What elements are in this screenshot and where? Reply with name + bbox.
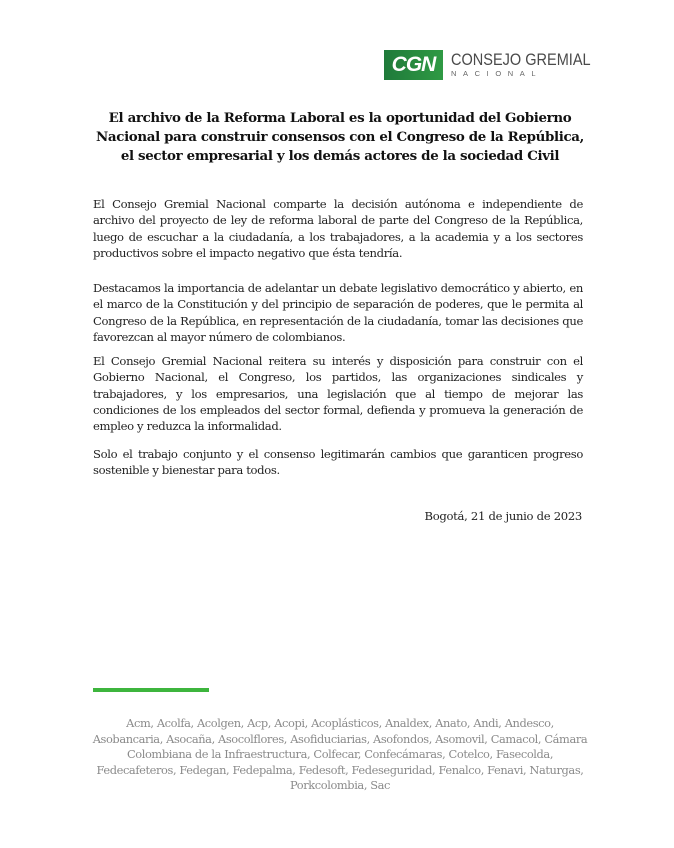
cgn-logo xyxy=(384,50,610,80)
paragraph-4: Solo el trabajo conjunto y el consenso legitimarán cambios que garanticen progreso sostenible y bienestar para todos. xyxy=(93,447,583,478)
paragraph-1: El Consejo Gremial Nacional comparte la decisión autónoma e independiente de archivo del proyecto de ley de reforma laboral de parte del Congreso de la República, luego de escuchar a la ciudadanía, a los trabajadores, a la academia y a los sectores productivos sobre el impacto negativo que ésta tendría. xyxy=(93,197,583,260)
cgn-logo-mark: CGN xyxy=(384,50,443,80)
logo-name: CONSEJO GREMIAL xyxy=(451,50,591,69)
paragraph-2: Destacamos la importancia de adelantar un debate legislativo democrático y abierto, en el marco de la Constitución y del principio de separación de poderes, que le permita al Congreso de la República, en representación de la ciudadanía, tomar las decisiones que favorezcan al mayor número de colombianos. xyxy=(93,281,583,344)
logo-subname: NACIONAL xyxy=(451,68,543,78)
footer-divider xyxy=(93,688,209,692)
logo-wordmark xyxy=(451,52,610,79)
paragraph-3: El Consejo Gremial Nacional reitera su interés y disposición para construir con el Gobierno Nacional, el Congreso, los partidos, las organizaciones sindicales y trabajadores, y los empresarios, una legislación que al tiempo de mejorar las condiciones de los empleados del sector formal, defienda y promueva la generación de empleo y reduzca la informalidad. xyxy=(93,354,583,434)
document-title: El archivo de la Reforma Laboral es la oportunidad del Gobierno Nacional para construir consensos con el Congreso de la República, el sector empresarial y los demás actores de la sociedad Civil xyxy=(96,110,584,164)
date-line: Bogotá, 21 de junio de 2023 xyxy=(424,509,582,523)
member-organizations: Acm, Acolfa, Acolgen, Acp, Acopi, Acoplásticos, Analdex, Anato, Andi, Andesco, Asobancaria, Asocaña, Asocolflores, Asofiduciarias, Asofondos, Asomovil, Camacol, Cámara Colombiana de la Infraestructura, Colfecar, Confecámaras, Cotelco, Fasecolda, Fedecafeteros, Fedegan, Fedepalma, Fedesoft, Fedeseguridad, Fenalco, Fenavi, Naturgas, Porkcolombia, Sac xyxy=(92,716,588,793)
